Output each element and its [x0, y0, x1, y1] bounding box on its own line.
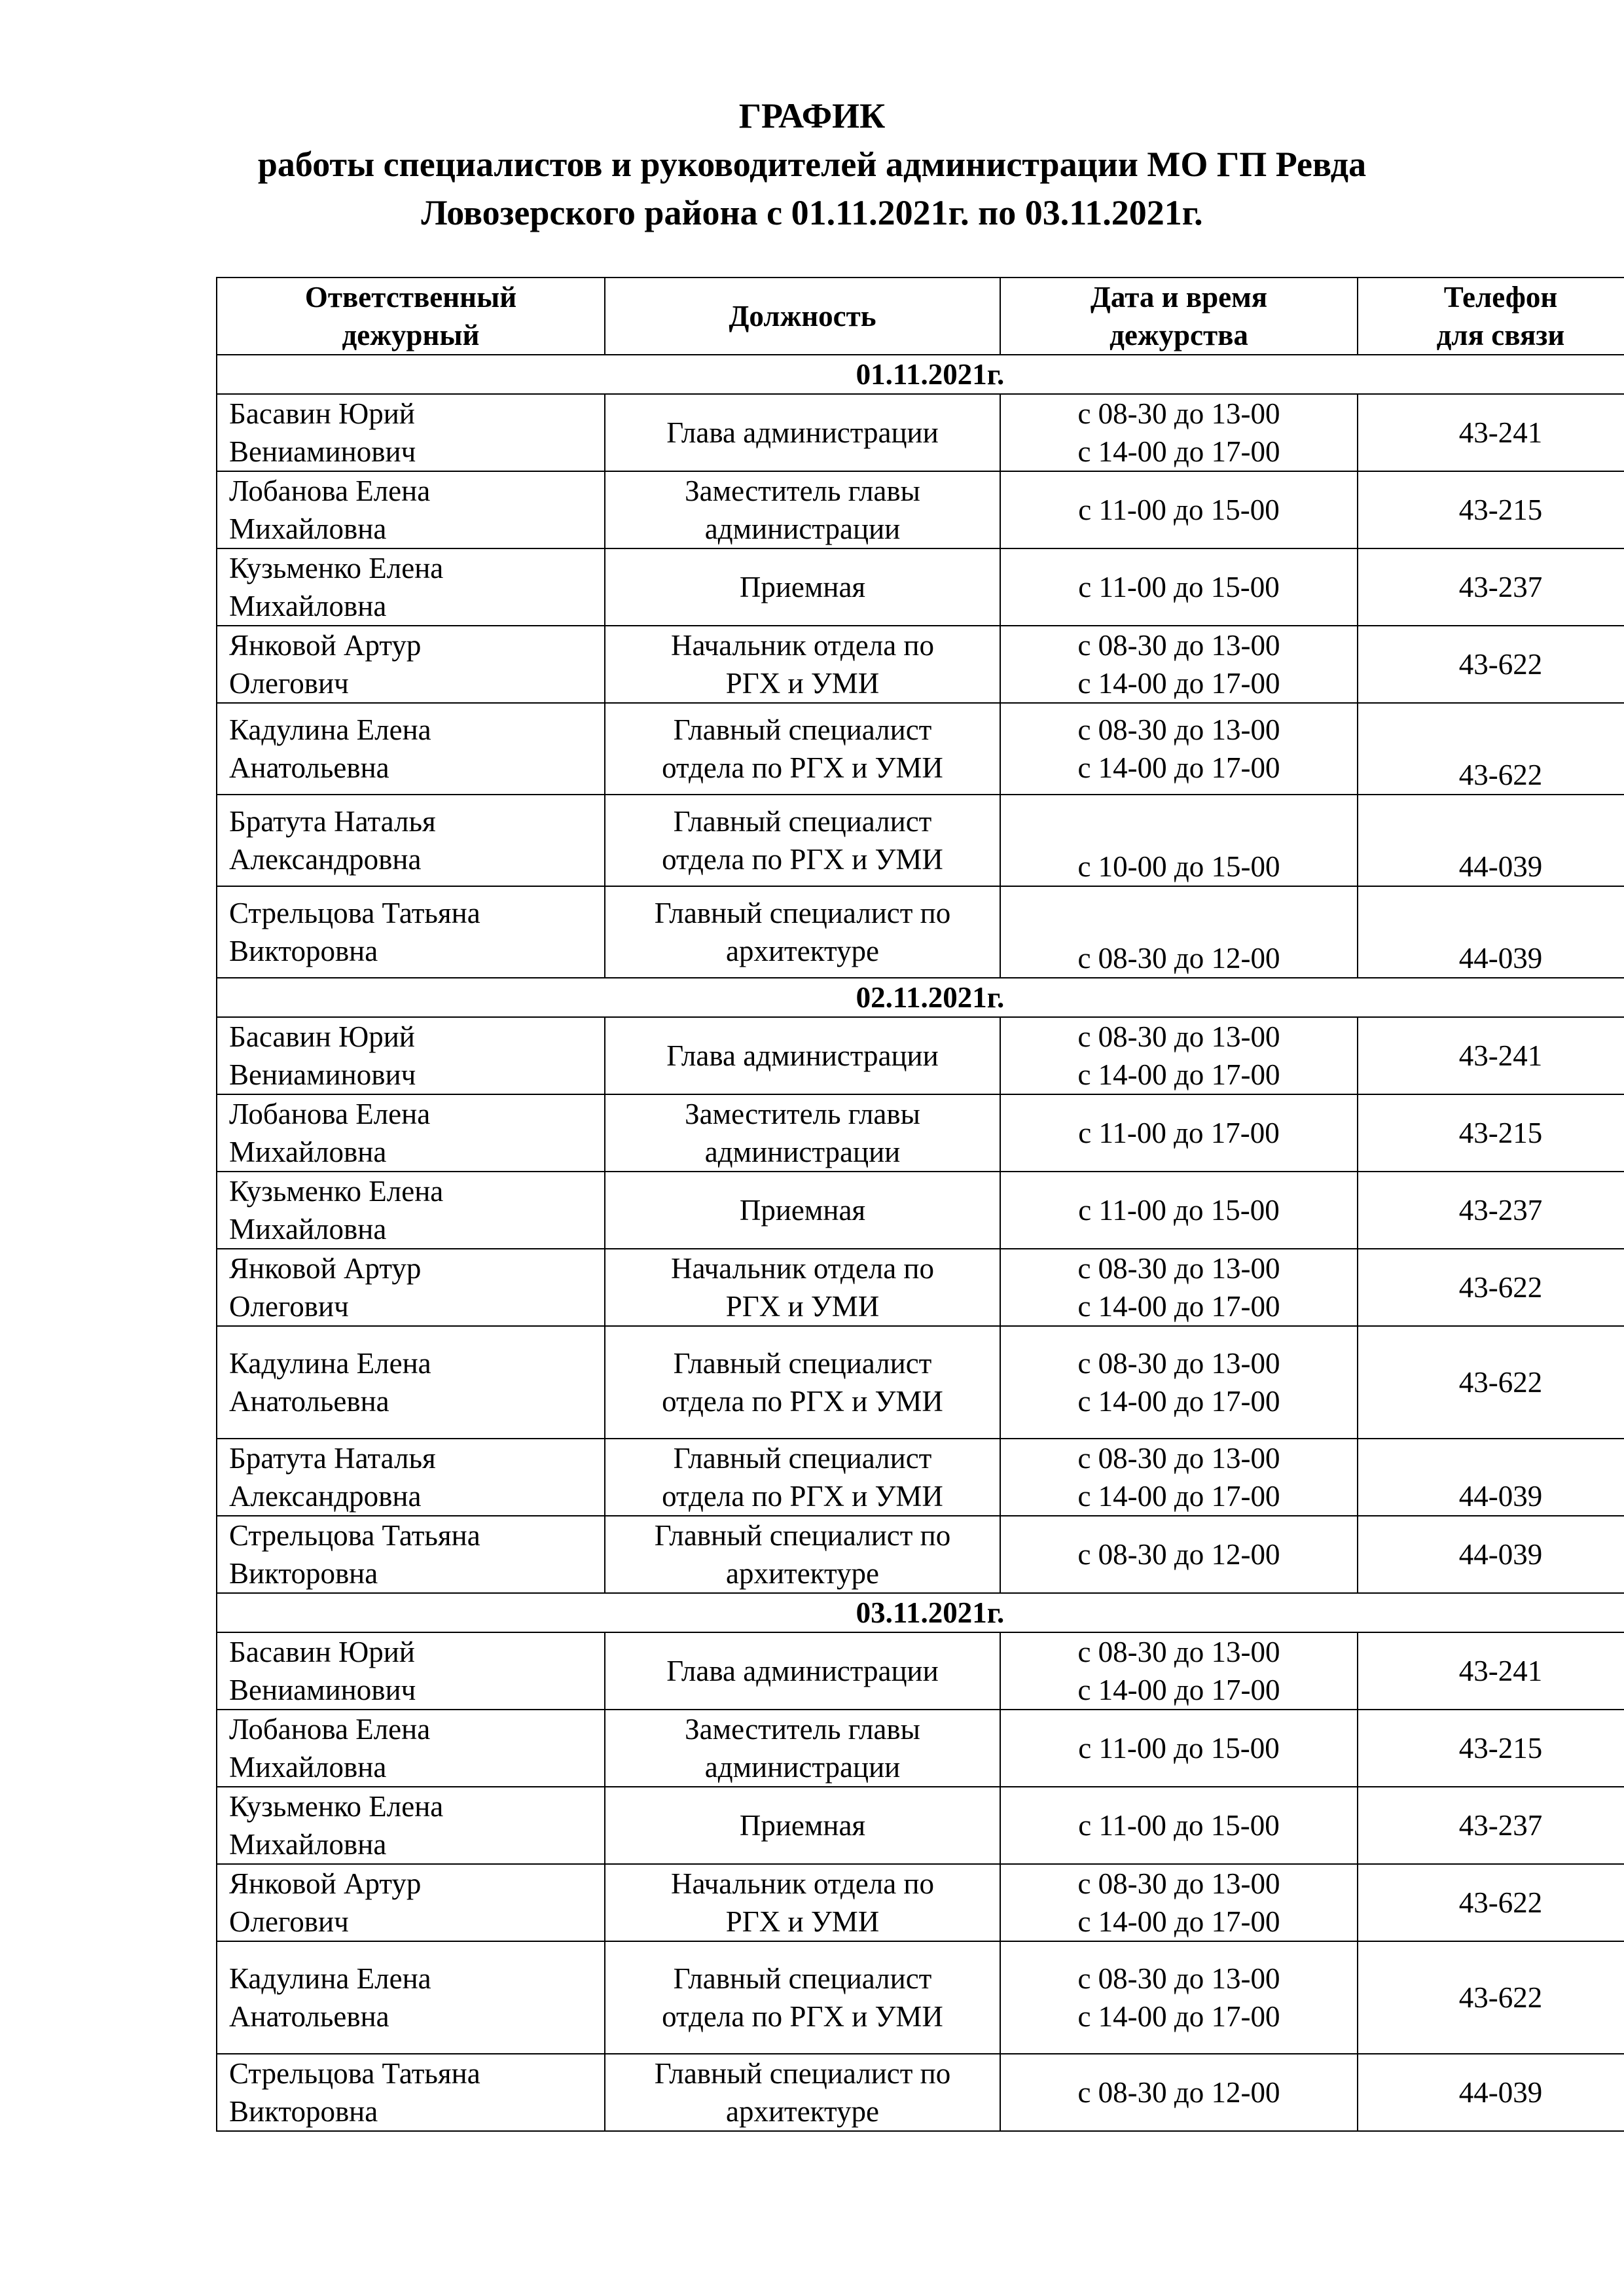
title-line-2: работы специалистов и руководителей администрации МО ГП Ревда	[257, 145, 1367, 184]
time-cell: с 08-30 до 13-00 с 14-00 до 17-00	[1000, 1017, 1358, 1094]
phone-cell: 43-237	[1358, 1172, 1624, 1249]
date-cell: 01.11.2021г.	[217, 355, 1624, 394]
position-cell: Глава администрации	[605, 1632, 1000, 1710]
time-cell: с 11-00 до 15-00	[1000, 1710, 1358, 1787]
phone-cell: 43-241	[1358, 1632, 1624, 1710]
time-cell: с 08-30 до 12-00	[1000, 886, 1358, 978]
position-cell: Главный специалист по архитектуре	[605, 2054, 1000, 2131]
name-cell: Басавин Юрий Вениаминович	[217, 1632, 605, 1710]
position-cell: Начальник отдела по РГХ и УМИ	[605, 1249, 1000, 1326]
position-cell: Начальник отдела по РГХ и УМИ	[605, 1864, 1000, 1941]
table-row	[217, 703, 1624, 795]
phone-cell: 43-622	[1358, 1864, 1624, 1941]
position-cell: Заместитель главы администрации	[605, 471, 1000, 548]
table-header-row	[217, 278, 1624, 355]
phone-cell: 43-241	[1358, 1017, 1624, 1094]
time-cell: с 08-30 до 13-00 с 14-00 до 17-00	[1000, 394, 1358, 471]
position-cell: Приемная	[605, 1787, 1000, 1864]
header-datetime: Дата и время дежурства	[1000, 278, 1358, 355]
name-cell: Стрельцова Татьяна Викторовна	[217, 1516, 605, 1593]
position-cell: Главный специалист отдела по РГХ и УМИ	[605, 1439, 1000, 1516]
position-cell: Главный специалист отдела по РГХ и УМИ	[605, 703, 1000, 795]
table-row	[217, 795, 1624, 886]
phone-cell: 43-622	[1358, 703, 1624, 795]
time-cell: с 11-00 до 15-00	[1000, 471, 1358, 548]
name-cell: Кадулина Елена Анатольевна	[217, 703, 605, 795]
name-cell: Братута Наталья Александровна	[217, 1439, 605, 1516]
position-cell: Главный специалист отдела по РГХ и УМИ	[605, 795, 1000, 886]
duty-schedule-table	[216, 277, 1624, 2132]
phone-cell: 44-039	[1358, 1516, 1624, 1593]
position-cell: Заместитель главы администрации	[605, 1094, 1000, 1172]
time-cell: с 08-30 до 12-00	[1000, 1516, 1358, 1593]
table-row	[217, 2054, 1624, 2131]
table-row	[217, 1632, 1624, 1710]
name-cell: Кузьменко Елена Михайловна	[217, 1787, 605, 1864]
time-cell: с 08-30 до 13-00 с 14-00 до 17-00	[1000, 1864, 1358, 1941]
name-cell: Кузьменко Елена Михайловна	[217, 548, 605, 626]
time-cell: с 08-30 до 13-00 с 14-00 до 17-00	[1000, 1632, 1358, 1710]
time-cell: с 08-30 до 13-00 с 14-00 до 17-00	[1000, 1326, 1358, 1439]
table-row	[217, 1864, 1624, 1941]
name-cell: Янковой Артур Олегович	[217, 626, 605, 703]
position-cell: Главный специалист отдела по РГХ и УМИ	[605, 1326, 1000, 1439]
table-row	[217, 1439, 1624, 1516]
position-cell: Заместитель главы администрации	[605, 1710, 1000, 1787]
title-line-1: ГРАФИК	[738, 96, 886, 135]
table-row	[217, 548, 1624, 626]
table-row	[217, 1787, 1624, 1864]
time-cell: с 08-30 до 13-00 с 14-00 до 17-00	[1000, 626, 1358, 703]
position-cell: Приемная	[605, 548, 1000, 626]
time-cell: с 11-00 до 17-00	[1000, 1094, 1358, 1172]
table-row	[217, 1094, 1624, 1172]
phone-cell: 43-215	[1358, 471, 1624, 548]
header-name: Ответственный дежурный	[217, 278, 605, 355]
time-cell: с 08-30 до 13-00 с 14-00 до 17-00	[1000, 703, 1358, 795]
date-row	[217, 355, 1624, 394]
phone-cell: 43-215	[1358, 1094, 1624, 1172]
name-cell: Янковой Артур Олегович	[217, 1249, 605, 1326]
phone-cell: 43-622	[1358, 626, 1624, 703]
table-row	[217, 1941, 1624, 2054]
name-cell: Лобанова Елена Михайловна	[217, 471, 605, 548]
table-row	[217, 1326, 1624, 1439]
table-row	[217, 1017, 1624, 1094]
table-row	[217, 1249, 1624, 1326]
phone-cell: 44-039	[1358, 795, 1624, 886]
table-row	[217, 886, 1624, 978]
name-cell: Лобанова Елена Михайловна	[217, 1094, 605, 1172]
position-cell: Глава администрации	[605, 1017, 1000, 1094]
name-cell: Басавин Юрий Вениаминович	[217, 1017, 605, 1094]
time-cell: с 11-00 до 15-00	[1000, 548, 1358, 626]
name-cell: Кадулина Елена Анатольевна	[217, 1941, 605, 2054]
position-cell: Приемная	[605, 1172, 1000, 1249]
name-cell: Стрельцова Татьяна Викторовна	[217, 2054, 605, 2131]
phone-cell: 43-622	[1358, 1326, 1624, 1439]
name-cell: Лобанова Елена Михайловна	[217, 1710, 605, 1787]
time-cell: с 11-00 до 15-00	[1000, 1787, 1358, 1864]
name-cell: Янковой Артур Олегович	[217, 1864, 605, 1941]
time-cell: с 08-30 до 13-00 с 14-00 до 17-00	[1000, 1439, 1358, 1516]
header-position: Должность	[605, 278, 1000, 355]
phone-cell: 44-039	[1358, 2054, 1624, 2131]
time-cell: с 08-30 до 13-00 с 14-00 до 17-00	[1000, 1941, 1358, 2054]
schedule-body	[217, 355, 1624, 2131]
table-row	[217, 1710, 1624, 1787]
position-cell: Глава администрации	[605, 394, 1000, 471]
time-cell: с 08-30 до 13-00 с 14-00 до 17-00	[1000, 1249, 1358, 1326]
time-cell: с 08-30 до 12-00	[1000, 2054, 1358, 2131]
phone-cell: 43-237	[1358, 1787, 1624, 1864]
position-cell: Главный специалист по архитектуре	[605, 1516, 1000, 1593]
phone-cell: 44-039	[1358, 1439, 1624, 1516]
phone-cell: 44-039	[1358, 886, 1624, 978]
name-cell: Стрельцова Татьяна Викторовна	[217, 886, 605, 978]
name-cell: Кадулина Елена Анатольевна	[217, 1326, 605, 1439]
name-cell: Кузьменко Елена Михайловна	[217, 1172, 605, 1249]
date-row	[217, 1593, 1624, 1632]
time-cell: с 11-00 до 15-00	[1000, 1172, 1358, 1249]
date-cell: 02.11.2021г.	[217, 978, 1624, 1017]
phone-cell: 43-622	[1358, 1941, 1624, 2054]
table-row	[217, 1516, 1624, 1593]
time-cell: с 10-00 до 15-00	[1000, 795, 1358, 886]
position-cell: Главный специалист отдела по РГХ и УМИ	[605, 1941, 1000, 2054]
phone-cell: 43-237	[1358, 548, 1624, 626]
table-row	[217, 471, 1624, 548]
position-cell: Главный специалист по архитектуре	[605, 886, 1000, 978]
table-row	[217, 394, 1624, 471]
name-cell: Басавин Юрий Вениаминович	[217, 394, 605, 471]
title-line-3: Ловозерского района с 01.11.2021г. по 03.11.2021г.	[421, 193, 1203, 232]
position-cell: Начальник отдела по РГХ и УМИ	[605, 626, 1000, 703]
document-title	[0, 92, 1624, 237]
header-phone: Телефон для связи	[1358, 278, 1624, 355]
phone-cell: 43-241	[1358, 394, 1624, 471]
name-cell: Братута Наталья Александровна	[217, 795, 605, 886]
date-row	[217, 978, 1624, 1017]
table-row	[217, 626, 1624, 703]
phone-cell: 43-622	[1358, 1249, 1624, 1326]
date-cell: 03.11.2021г.	[217, 1593, 1624, 1632]
phone-cell: 43-215	[1358, 1710, 1624, 1787]
table-row	[217, 1172, 1624, 1249]
